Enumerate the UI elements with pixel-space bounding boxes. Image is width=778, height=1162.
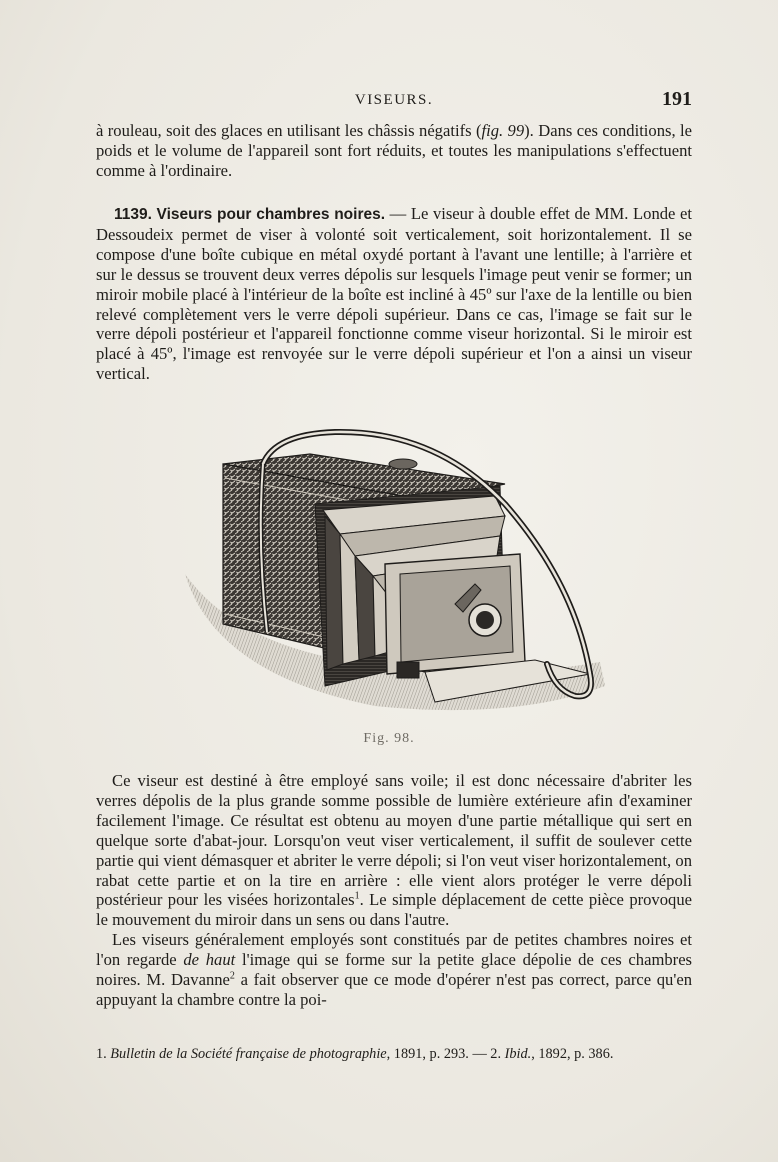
section-1139 xyxy=(96,204,692,384)
paragraph-continuation xyxy=(96,121,692,181)
running-title: VISEURS. xyxy=(354,92,434,108)
footnote-mark-2: 2 xyxy=(229,970,235,982)
paragraph-viseur-usage xyxy=(96,771,692,1010)
para3-text-end: . Le simple déplacement de cette pièce provoque le mouvement du miroir dans un sens ou dans l'autre. xyxy=(96,890,692,930)
figure-camera-viewfinder xyxy=(175,424,607,724)
lens-center xyxy=(476,611,494,629)
para1-text-end: ). Dans ces conditions, le poids et le volume de l'appareil sont fort réduits, et toutes les manipulations s'effectuent comme à l'ordinaire. xyxy=(96,121,692,180)
para3-text: Ce viseur est destiné à être employé sans voile; il est donc nécessaire d'abriter les verres dépolis de la plus grande somme possible de lumière extérieure afin d'examiner facilement l'image. Ce résultat est obtenu au moyen d'une partie métallique qui sert en quelque sorte d'abat-jour. Lorsqu'on veut viser verticalement, il suffit de soulever cette partie qui vient démasquer et abriter le verre dépoli; si l'on veut viser horizontalement, on rabat cette partie et on la tire en arrière : elle vient alors protéger le verre dépoli postérieur pour les visées horizontales xyxy=(96,771,692,910)
footnote-mark-1: 1 xyxy=(354,890,360,902)
footnote-ref1-rest: , 1891, p. 293. — 2. xyxy=(386,1046,505,1062)
page-header xyxy=(96,88,692,114)
para4-text-middle: l'image qui se forme sur la petite glace dépolie de ces chambres noires. M. Davanne xyxy=(96,950,693,990)
section-number: 1139. xyxy=(114,206,152,223)
para4-text-start: Les viseurs généralement employés sont constitués par de petites chambres noires et l'on regarde xyxy=(96,930,692,970)
para1-text-start: à rouleau, soit des glaces en utilisant les châssis négatifs ( xyxy=(96,121,482,140)
section-text: — Le viseur à double effet de MM. Londe et Dessoudeix permet de viser à volonté soit verticalement, soit horizontalement. Il se compose d'une boîte cubique en métal oxydé portant à l'avant une lentille; à l'arrière et sur le dessus se trouvent deux verres dépolis sur lesquels l'image peut venir se former; un miroir mobile placé à l'intérieur de la boîte est incliné à 45º sur l'axe de la lentille ou bien relevé complètement vers le verre dépoli supérieur. Dans ce cas, l'image se fait sur le verre dépoli postérieur et l'appareil fonctionne comme viseur horizontal. Si le miroir est placé à 45º, l'image est renvoyée sur le verre dépoli supérieur et l'on a ainsi un viseur vertical. xyxy=(96,204,692,384)
small-latch xyxy=(397,662,419,678)
page-number: 191 xyxy=(662,88,692,110)
figure-reference: fig. 99 xyxy=(481,121,525,140)
figure-caption: Fig. 98. xyxy=(363,731,415,746)
top-knob xyxy=(389,459,417,469)
section-title: Viseurs pour chambres noires. xyxy=(156,206,386,223)
camera-engraving xyxy=(175,424,607,724)
footnote-ref1-title: Bulletin de la Société française de photographie xyxy=(110,1046,387,1062)
footnote-ref2-rest: , 1892, p. 386. xyxy=(531,1046,614,1062)
footnotes xyxy=(96,1045,692,1063)
footnote-number: 1. xyxy=(96,1046,111,1062)
footnote-ref2-title: Ibid. xyxy=(504,1046,532,1062)
para4-italic: de haut xyxy=(183,950,236,970)
para4-text-end: a fait observer que ce mode d'opérer n'est pas correct, parce qu'en appuyant la chambre contre la poi- xyxy=(96,970,693,1009)
